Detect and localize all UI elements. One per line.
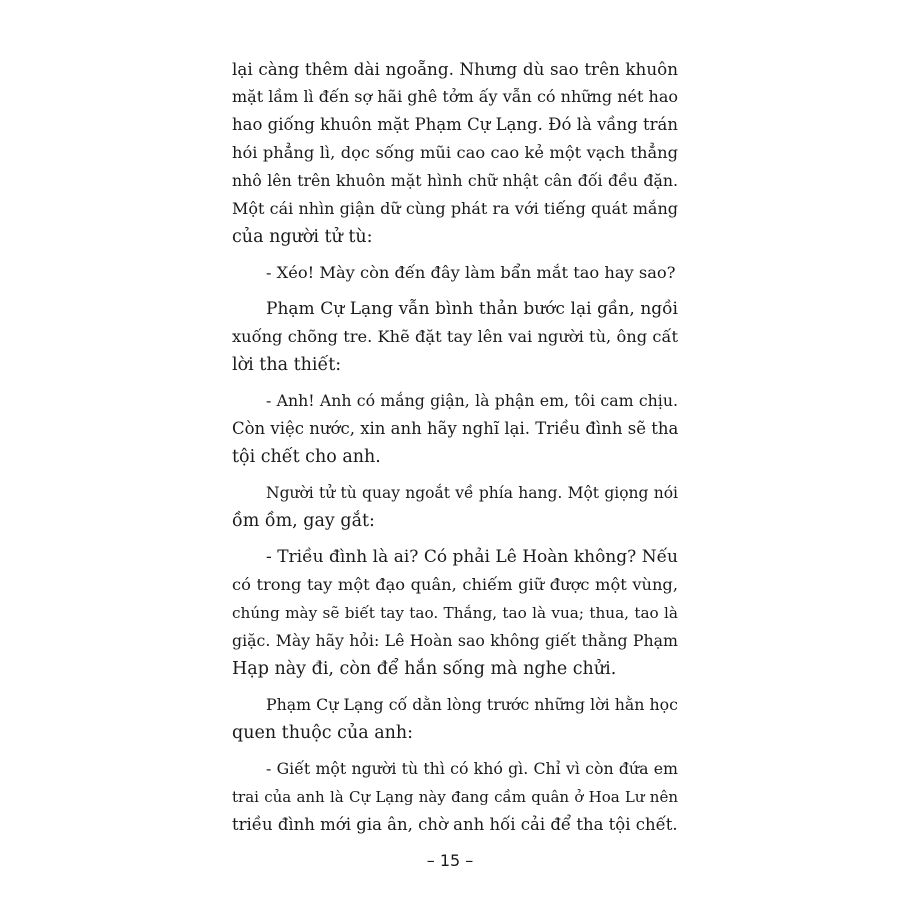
text-line: xuống chõng tre. Khẽ đặt tay lên vai người tù, ông cất	[232, 327, 678, 346]
text-line: Một cái nhìn giận dữ cùng phát ra với tiếng quát mắng	[232, 199, 678, 218]
text-line: hao giống khuôn mặt Phạm Cự Lạng. Đó là vầng trán	[232, 115, 678, 134]
text-line: lại càng thêm dài ngoẵng. Nhưng dù sao trên khuôn	[232, 59, 678, 79]
paragraph-6	[232, 543, 678, 683]
text-line: có trong tay một đạo quân, chiếm giữ được một vùng,	[232, 575, 678, 594]
book-page-body	[232, 55, 678, 847]
text-line: Còn việc nước, xin anh hãy nghĩ lại. Triều đình sẽ tha	[232, 419, 679, 438]
paragraph-7	[232, 691, 678, 747]
paragraph-2	[232, 259, 678, 287]
text-line: - Xéo! Mày còn đến đây làm bẩn mắt tao hay sao?	[266, 263, 676, 282]
paragraph-8	[232, 755, 678, 839]
text-line: của người tử tù:	[232, 227, 373, 247]
text-line: triều đình mới gia ân, chờ anh hối cải để tha tội chết.	[232, 815, 678, 834]
text-line: Người tử tù quay ngoắt về phía hang. Một giọng nói	[266, 484, 678, 502]
text-line: chúng mày sẽ biết tay tao. Thắng, tao là vua; thua, tao là	[232, 604, 678, 622]
paragraph-4	[232, 387, 678, 471]
paragraph-3	[232, 295, 678, 379]
text-line: Hạp này đi, còn để hắn sống mà nghe chửi.	[232, 659, 617, 679]
text-line: tội chết cho anh.	[232, 447, 381, 467]
text-line: lời tha thiết:	[232, 355, 342, 375]
text-line: mặt lầm lì đến sợ hãi ghê tởm ấy vẫn có những nét hao	[232, 87, 678, 106]
text-line: - Giết một người tù thì có khó gì. Chỉ vì còn đứa em	[266, 759, 678, 778]
paragraph-1	[232, 55, 678, 251]
text-line: Phạm Cự Lạng cố dằn lòng trước những lời hằn học	[266, 695, 678, 714]
text-line: ồm ồm, gay gắt:	[232, 511, 375, 531]
text-line: giặc. Mày hãy hỏi: Lê Hoàn sao không giết thằng Phạm	[232, 631, 678, 650]
text-line: - Anh! Anh có mắng giận, là phận em, tôi cam chịu.	[266, 391, 678, 410]
text-line: Phạm Cự Lạng vẫn bình thản bước lại gần, ngồi	[266, 299, 678, 319]
text-line: trai của anh là Cự Lạng này đang cầm quân ở Hoa Lư nên	[232, 788, 678, 806]
page-number: – 15 –	[426, 851, 474, 870]
text-line: quen thuộc của anh:	[232, 723, 414, 743]
paragraph-5	[232, 479, 678, 535]
text-line: nhô lên trên khuôn mặt hình chữ nhật cân đối đều đặn.	[232, 171, 678, 190]
text-line: - Triều đình là ai? Có phải Lê Hoàn không? Nếu	[266, 547, 678, 567]
text-line: hói phẳng lì, dọc sống mũi cao cao kẻ một vạch thẳng	[232, 143, 678, 162]
